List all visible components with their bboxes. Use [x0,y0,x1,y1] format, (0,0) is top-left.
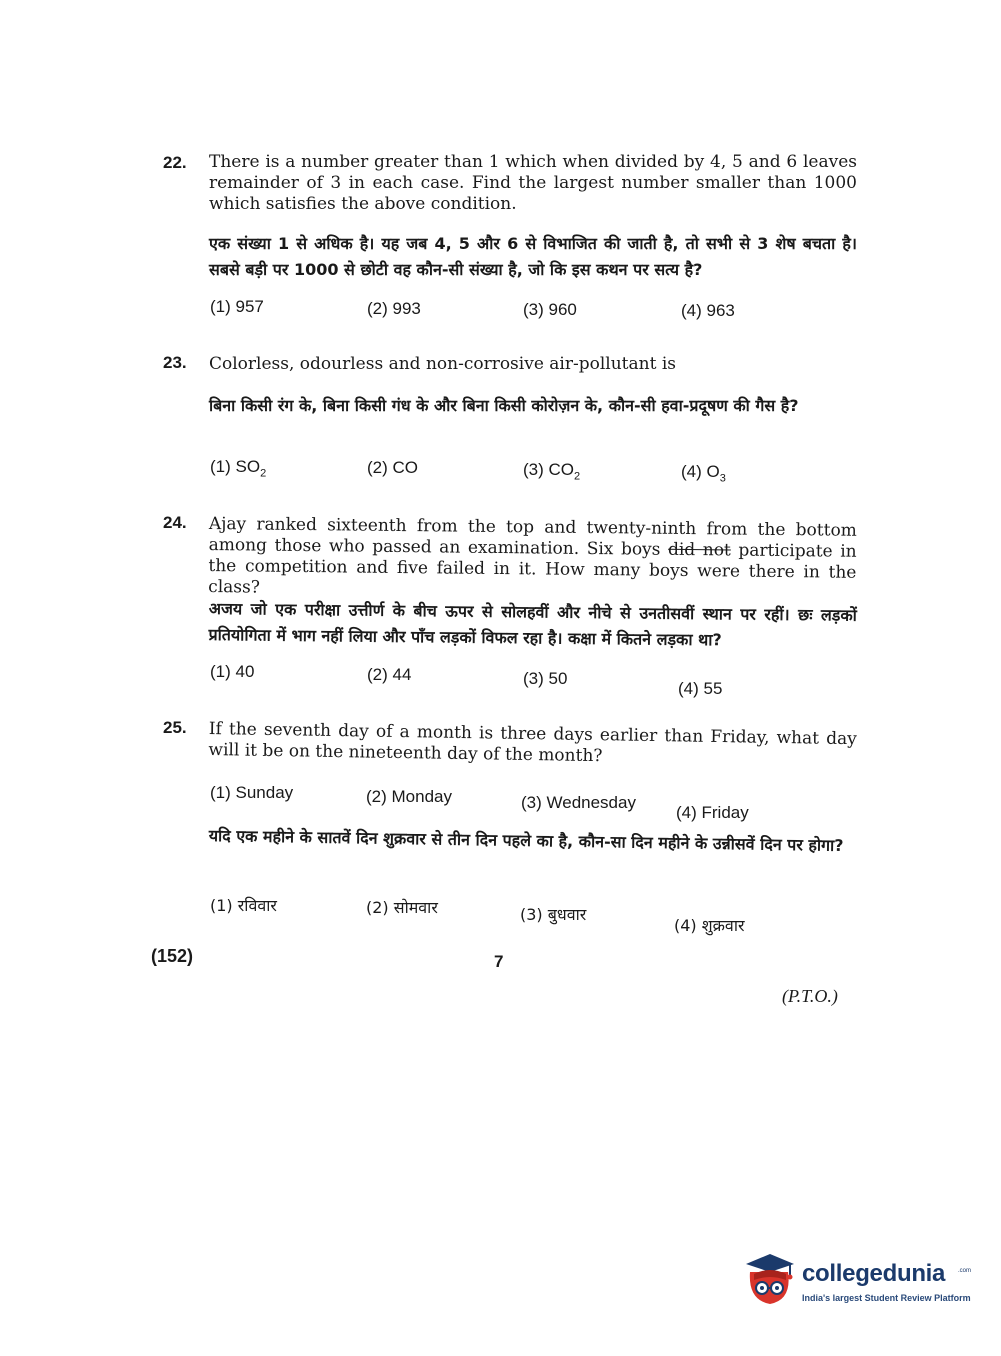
question-text-en [208,514,857,605]
option: (1) 957 [210,297,264,316]
option: (2) Monday [366,787,452,806]
logo-domain: .com [958,1268,972,1274]
pto-note: (P.T.O.) [782,986,838,1006]
struck-text: did not [667,539,731,561]
option [367,458,418,478]
question-text-hi: बिना किसी रंग के, बिना किसी गंध के और बिना किसी कोरोज़न के, कौन-सी हवा-प्रदूषण की गैस है? [209,396,799,415]
page-number: 7 [494,952,504,971]
option: (1) Sunday [210,783,294,802]
question-text-en: If the seventh day of a month is three days earlier than Friday, what day will it be on the nineteenth day of the month? [208,719,857,767]
logo-wordmark: collegedunia [802,1260,946,1287]
option: (2) सोमवार [366,898,438,917]
option [523,460,580,482]
option-subscript: 2 [574,470,581,483]
option-label: (1) SO [210,457,261,476]
option: (1) रविवार [210,896,277,915]
option: (4) 55 [678,679,723,698]
question-text-en: There is a number greater than 1 which when divided by 4, 5 and 6 leaves remainder of 3 in each case. Find the largest number smaller than 1000 which satisfies the above condition. [209,152,857,214]
option-subscript: 3 [719,472,726,485]
question-text-part: participate in the competition and five failed in it. How many boys were there in the class? [208,540,857,598]
question-text-hi: अजय जो एक परीक्षा उत्तीर्ण के बीच ऊपर से सोलहवीं और नीचे से उनतीसवीं स्थान पर रहीं। छः लड़कों प्रतियोगिता में भाग नहीं लिया और पाँच लड़कों विफल रहा है। कक्षा में कितने लड़का था? [208,598,857,650]
option-label: (2) CO [367,458,418,477]
option: (3) 960 [523,300,577,319]
question-number: 24. [163,513,187,532]
question-number: 25. [163,718,187,737]
question-number: 23. [163,353,187,372]
mascot-icon [740,1250,798,1310]
question-text-en: Colorless, odourless and non-corrosive air-pollutant is [209,354,676,374]
option: (4) 963 [681,301,735,320]
option-label: (3) CO [523,460,574,479]
logo-tagline: India's largest Student Review Platform [802,1293,971,1303]
option-subscript: 2 [260,467,267,480]
option-label: (4) O [681,462,720,481]
collegedunia-logo [740,1250,970,1310]
option [210,457,266,479]
option: (2) 993 [367,299,421,318]
question-text-hi: यदि एक महीने के सातवें दिन शुक्रवार से तीन दिन पहले का है, कौन-सा दिन महीने के उन्नीसवें दिन पर होगा? [208,825,844,855]
question-text-hi: एक संख्या 1 से अधिक है। यह जब 4, 5 और 6 से विभाजित की जाती है, तो सभी से 3 शेष बचता है। सबसे बड़ी पर 1000 से छोटी वह कौन-सी संख्या है, जो कि इस कथन पर सत्य है? [209,234,857,279]
option: (4) Friday [676,803,749,822]
question-number: 22. [163,153,187,172]
paper-code: (152) [151,946,194,966]
option: (1) 40 [210,662,255,681]
option: (2) 44 [367,665,412,684]
option: (3) 50 [523,669,568,688]
question-text-part: Ajay ranked sixteenth from the top and twenty-ninth from the bottom among those who passed an examination. Six boys [208,514,857,560]
option [681,462,726,484]
option: (3) बुधवार [520,905,587,924]
option: (4) शुक्रवार [674,916,745,935]
option: (3) Wednesday [521,793,636,812]
